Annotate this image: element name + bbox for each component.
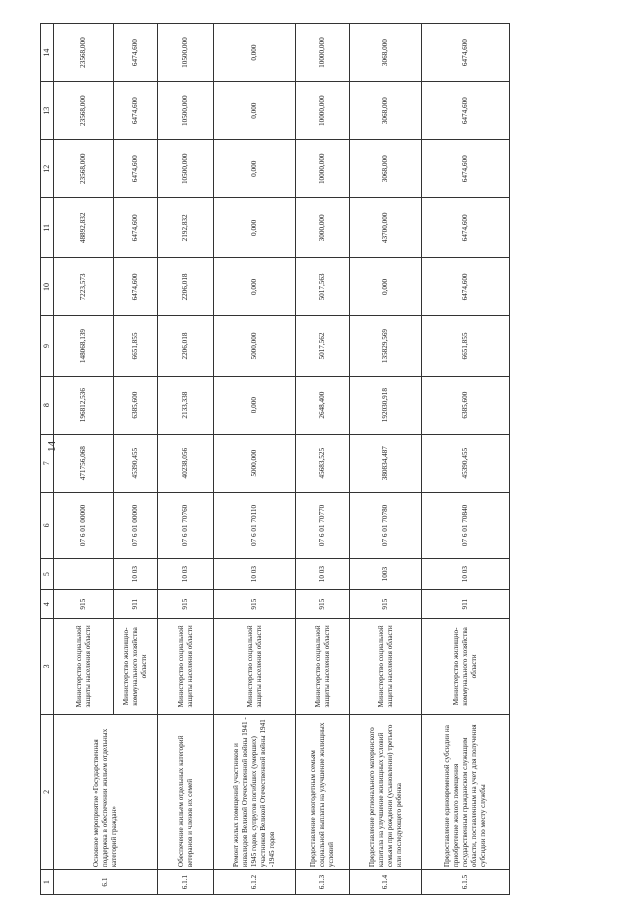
header-row — [41, 24, 54, 895]
cell-grbs: 915 — [214, 590, 296, 619]
cell-rzpr: 10 03 — [422, 559, 510, 590]
cell-v13: 0,000 — [214, 82, 296, 140]
header-cell: 10 — [41, 258, 54, 316]
cell-v14: 6474,600 — [114, 24, 158, 82]
cell-v13: 23568,000 — [54, 82, 114, 140]
header-cell: 7 — [41, 434, 54, 492]
cell-v11: 3000,000 — [296, 198, 350, 258]
cell-grbs: 915 — [350, 590, 422, 619]
responsible-ministry: Министерство жилищно-коммунального хозяйства области — [422, 619, 510, 714]
cell-grbs: 915 — [296, 590, 350, 619]
cell-v8: 196812,536 — [54, 376, 114, 434]
cell-v8: 2133,338 — [158, 376, 214, 434]
header-cell: 2 — [41, 714, 54, 870]
cell-v12: 10500,000 — [158, 140, 214, 198]
header-cell: 5 — [41, 559, 54, 590]
cell-v10: 6474,600 — [114, 258, 158, 316]
cell-v10: 7223,573 — [54, 258, 114, 316]
cell-v8: 0,000 — [214, 376, 296, 434]
row-number: 6.1.2 — [214, 870, 296, 895]
cell-v13: 6474,600 — [114, 82, 158, 140]
table-row — [422, 24, 510, 895]
cell-csr: 07 6 01 70760 — [158, 492, 214, 558]
cell-csr: 07 6 01 70780 — [350, 492, 422, 558]
table-row — [296, 24, 350, 895]
cell-grbs: 911 — [114, 590, 158, 619]
responsible-ministry: Министерство социальной защиты населения области — [158, 619, 214, 714]
cell-v7: 471756,068 — [54, 434, 114, 492]
cell-csr: 07 6 01 00000 — [54, 492, 114, 558]
cell-v9: 135829,569 — [350, 316, 422, 376]
cell-v7: 45390,455 — [422, 434, 510, 492]
cell-v11: 43700,000 — [350, 198, 422, 258]
measure-name: Обеспечение жильем отдельных категорий ветеранов и членов их семей — [158, 714, 214, 870]
header-cell: 3 — [41, 619, 54, 714]
cell-v13: 10500,000 — [158, 82, 214, 140]
responsible-ministry: Министерство социальной защиты населения области — [296, 619, 350, 714]
cell-v13: 10000,000 — [296, 82, 350, 140]
cell-csr: 07 6 01 70110 — [214, 492, 296, 558]
cell-v9: 5017,562 — [296, 316, 350, 376]
cell-v14: 23568,000 — [54, 24, 114, 82]
cell-grbs: 911 — [422, 590, 510, 619]
cell-v7: 5000,000 — [214, 434, 296, 492]
cell-rzpr — [54, 559, 114, 590]
cell-v10: 5017,563 — [296, 258, 350, 316]
cell-v8: 6385,600 — [422, 376, 510, 434]
measure-name: Основное мероприятие «Государственная поддержка в обеспечении жильем отдельных категорий граждан» — [54, 714, 158, 870]
cell-rzpr: 10 03 — [114, 559, 158, 590]
cell-v7: 45683,525 — [296, 434, 350, 492]
measure-name: Ремонт жилых помещений участников и инвалидов Великой Отечественной войны 1941 - 1945 годов, супругов погибших (умерших) участников Великой Отечественной войны 1941 -1945 годов — [214, 714, 296, 870]
cell-v14: 0,000 — [214, 24, 296, 82]
cell-v10: 2206,018 — [158, 258, 214, 316]
row-number: 6.1.4 — [350, 870, 422, 895]
cell-v10: 0,000 — [350, 258, 422, 316]
cell-v7: 380834,487 — [350, 434, 422, 492]
cell-v7: 40238,056 — [158, 434, 214, 492]
cell-v9: 6651,855 — [114, 316, 158, 376]
cell-v9: 6651,855 — [422, 316, 510, 376]
header-cell: 14 — [41, 24, 54, 82]
cell-grbs: 915 — [158, 590, 214, 619]
cell-v14: 10500,000 — [158, 24, 214, 82]
responsible-ministry: Министерство жилищно-коммунального хозяйства области — [114, 619, 158, 714]
row-number: 6.1 — [54, 870, 158, 895]
cell-v9: 148068,139 — [54, 316, 114, 376]
cell-v14: 6474,600 — [422, 24, 510, 82]
measure-name: Предоставление единовременной субсидии на приобретение жилого помещения государственным гражданским служащим области, поставленным на учет для получения субсидии по месту службы — [422, 714, 510, 870]
measure-name: Предоставление регионального материнского капитала на улучшение жилищных условий семьям при рождении (усыновлении) третьего или последующего ребенка — [350, 714, 422, 870]
header-cell: 11 — [41, 198, 54, 258]
row-number: 6.1.3 — [296, 870, 350, 895]
cell-v11: 6474,600 — [422, 198, 510, 258]
cell-v12: 6474,600 — [422, 140, 510, 198]
cell-v12: 6474,600 — [114, 140, 158, 198]
cell-v13: 6474,600 — [422, 82, 510, 140]
header-cell: 12 — [41, 140, 54, 198]
cell-grbs: 915 — [54, 590, 114, 619]
cell-v12: 0,000 — [214, 140, 296, 198]
cell-rzpr: 10 03 — [158, 559, 214, 590]
cell-v13: 3068,000 — [350, 82, 422, 140]
cell-rzpr: 1003 — [350, 559, 422, 590]
cell-v9: 2206,018 — [158, 316, 214, 376]
measure-name: Предоставление многодетным семьям социальной выплаты на улучшение жилищных условий — [296, 714, 350, 870]
table-row — [54, 24, 114, 895]
table-row — [214, 24, 296, 895]
cell-rzpr: 10 03 — [296, 559, 350, 590]
page-number: 14 — [46, 441, 58, 452]
row-number: 6.1.1 — [158, 870, 214, 895]
cell-v8: 192030,918 — [350, 376, 422, 434]
responsible-ministry: Министерство социальной защиты населения области — [350, 619, 422, 714]
header-cell: 6 — [41, 492, 54, 558]
cell-v14: 3068,000 — [350, 24, 422, 82]
cell-v10: 0,000 — [214, 258, 296, 316]
table-body — [41, 24, 510, 895]
cell-v10: 6474,600 — [422, 258, 510, 316]
cell-v11: 48892,832 — [54, 198, 114, 258]
header-cell: 9 — [41, 316, 54, 376]
cell-v12: 3068,000 — [350, 140, 422, 198]
cell-v8: 6385,600 — [114, 376, 158, 434]
header-cell: 8 — [41, 376, 54, 434]
cell-v14: 10000,000 — [296, 24, 350, 82]
header-cell: 4 — [41, 590, 54, 619]
cell-v12: 23568,000 — [54, 140, 114, 198]
row-number: 6.1.5 — [422, 870, 510, 895]
responsible-ministry: Министерство социальной защиты населения области — [214, 619, 296, 714]
cell-csr: 07 6 01 70770 — [296, 492, 350, 558]
cell-v11: 0,000 — [214, 198, 296, 258]
budget-table — [40, 23, 510, 895]
cell-csr: 07 6 01 70840 — [422, 492, 510, 558]
table-row — [350, 24, 422, 895]
table-row — [158, 24, 214, 895]
header-cell: 1 — [41, 870, 54, 895]
cell-csr: 07 6 01 00000 — [114, 492, 158, 558]
cell-v11: 6474,600 — [114, 198, 158, 258]
cell-v11: 2192,832 — [158, 198, 214, 258]
cell-v9: 5000,000 — [214, 316, 296, 376]
cell-v12: 10000,000 — [296, 140, 350, 198]
header-cell: 13 — [41, 82, 54, 140]
cell-v8: 2648,400 — [296, 376, 350, 434]
responsible-ministry: Министерство социальной защиты населения области — [54, 619, 114, 714]
cell-v7: 45390,455 — [114, 434, 158, 492]
cell-rzpr: 10 03 — [214, 559, 296, 590]
